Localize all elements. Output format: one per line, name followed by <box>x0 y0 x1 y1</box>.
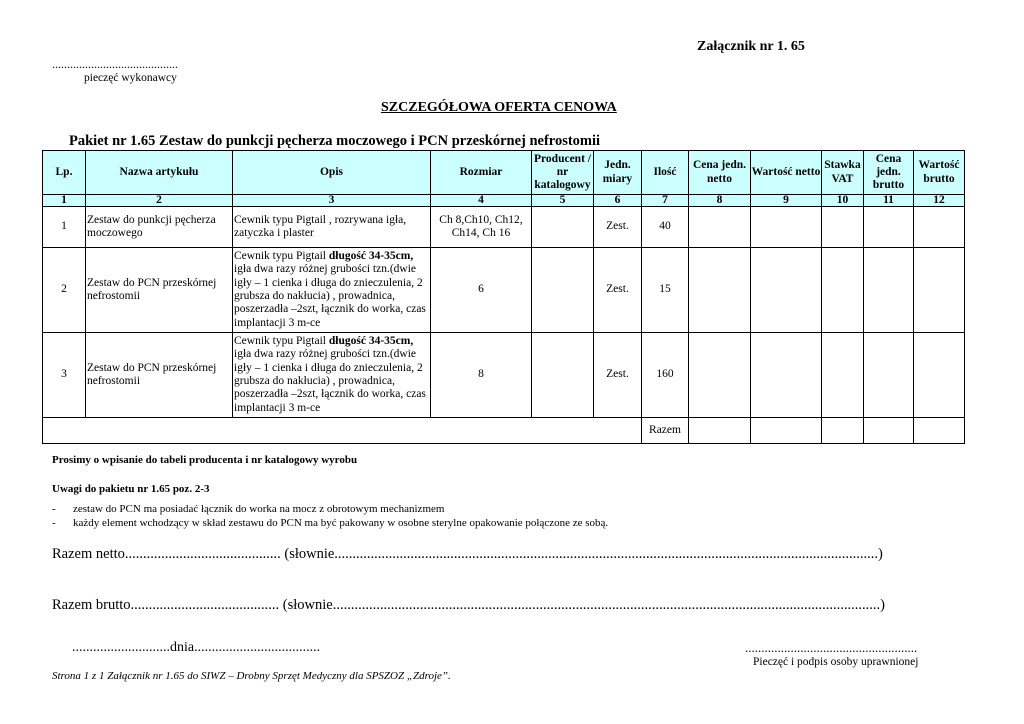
row-unit-gross-price-cell[interactable] <box>864 207 914 248</box>
row-description <box>233 248 431 333</box>
column-number-row <box>43 195 965 207</box>
stamp-label: pieczęć wykonawcy <box>84 72 177 84</box>
row-name: Zestaw do PCN przeskórnej nefrostomii <box>86 248 233 333</box>
col-header-vat-rate: Stawka VAT <box>822 151 864 195</box>
remark-item <box>52 517 608 529</box>
document-title: SZCZEGÓŁOWA OFERTA CENOWA <box>381 100 617 115</box>
sum-unit-net-cell[interactable] <box>689 418 751 444</box>
col-header-producer: Producent / nr katalogowy <box>532 151 594 195</box>
column-number: 9 <box>751 195 822 207</box>
row-unit: Zest. <box>594 333 642 418</box>
row-description <box>233 207 431 248</box>
column-number: 6 <box>594 195 642 207</box>
column-number: 2 <box>86 195 233 207</box>
table-row <box>43 248 965 333</box>
date-line: ............................dnia.................................... <box>72 640 321 655</box>
row-unit-net-price-cell[interactable] <box>689 207 751 248</box>
row-producer-cell[interactable] <box>532 207 594 248</box>
sum-vat-cell[interactable] <box>822 418 864 444</box>
description-prefix: Cewnik typu Pigtail <box>234 250 329 263</box>
col-header-description: Opis <box>233 151 431 195</box>
table-row <box>43 333 965 418</box>
description-length: długość 34-35cm, <box>328 250 414 263</box>
table-row <box>43 207 965 248</box>
column-number: 5 <box>532 195 594 207</box>
col-header-net-value: Wartość netto <box>751 151 822 195</box>
package-title: Pakiet nr 1.65 Zestaw do punkcji pęcherza moczowego i PCN przeskórnej nefrostomii <box>69 133 601 149</box>
row-name: Zestaw do PCN przeskórnej nefrostomii <box>86 333 233 418</box>
col-header-quantity: Ilość <box>642 151 689 195</box>
total-gross-line: Razem brutto......................................... (słownie.......................................................................................................................................................) <box>52 597 885 613</box>
col-header-name: Nazwa artykułu <box>86 151 233 195</box>
sum-net-value-cell[interactable] <box>751 418 822 444</box>
signature-dots: ..................................................... <box>745 640 918 655</box>
bullet-dash: - <box>52 517 56 529</box>
col-header-gross-value: Wartość brutto <box>914 151 965 195</box>
description-details: igła dwa razy różnej grubości tzn.(dwie igły – 1 cienka i długa do znieczulenia, 2 grubsza do nakłucia) , prowadnica, poszerzadła –2szt, łącznik do worka, czas implantacji 3 m-ce <box>234 348 426 414</box>
row-description <box>233 333 431 418</box>
column-number: 7 <box>642 195 689 207</box>
row-quantity: 15 <box>642 248 689 333</box>
remark-item <box>52 503 444 515</box>
column-number: 4 <box>431 195 532 207</box>
column-number: 3 <box>233 195 431 207</box>
row-size: 8 <box>431 333 532 418</box>
sum-row-spacer <box>43 418 642 444</box>
column-number: 8 <box>689 195 751 207</box>
remark-text: zestaw do PCN ma posiadać łącznik do worka na mocz z obrotowym mechanizmem <box>73 503 445 515</box>
sum-gross-value-cell[interactable] <box>914 418 965 444</box>
col-header-unit-net-price: Cena jedn. netto <box>689 151 751 195</box>
description-text: Cewnik typu Pigtail , rozrywana igła, zatyczka i plaster <box>234 213 407 239</box>
table-header-row <box>43 151 965 195</box>
row-lp: 1 <box>43 207 86 248</box>
page-footer: Strona 1 z 1 Załącznik nr 1.65 do SIWZ – Drobny Sprzęt Medyczny dla SPSZOZ „Zdroje”. <box>52 670 451 682</box>
remark-text: każdy element wchodzący w skład zestawu do PCN ma być pakowany w osobne sterylne opakowanie połączone ze sobą. <box>73 517 609 529</box>
row-unit-gross-price-cell[interactable] <box>864 248 914 333</box>
offer-table <box>42 150 965 444</box>
row-vat-rate-cell[interactable] <box>822 248 864 333</box>
row-unit-net-price-cell[interactable] <box>689 333 751 418</box>
row-producer-cell[interactable] <box>532 333 594 418</box>
row-unit-net-price-cell[interactable] <box>689 248 751 333</box>
row-unit-gross-price-cell[interactable] <box>864 333 914 418</box>
row-net-value-cell[interactable] <box>751 333 822 418</box>
row-vat-rate-cell[interactable] <box>822 207 864 248</box>
row-vat-rate-cell[interactable] <box>822 333 864 418</box>
producer-request-note: Prosimy o wpisanie do tabeli producenta i nr katalogowy wyrobu <box>52 454 358 466</box>
col-header-size: Rozmiar <box>431 151 532 195</box>
row-unit: Zest. <box>594 248 642 333</box>
row-size: Ch 8,Ch10, Ch12, Ch14, Ch 16 <box>431 207 532 248</box>
column-number: 11 <box>864 195 914 207</box>
row-unit: Zest. <box>594 207 642 248</box>
bullet-dash: - <box>52 503 56 515</box>
row-size: 6 <box>431 248 532 333</box>
sum-row <box>43 418 965 444</box>
sum-unit-gross-cell[interactable] <box>864 418 914 444</box>
row-quantity: 40 <box>642 207 689 248</box>
row-lp: 2 <box>43 248 86 333</box>
col-header-lp: Lp. <box>43 151 86 195</box>
row-net-value-cell[interactable] <box>751 207 822 248</box>
row-gross-value-cell[interactable] <box>914 333 965 418</box>
description-details: igła dwa razy różnej grubości tzn.(dwie igły – 1 cienka i długa do znieczulenia, 2 grubsza do nakłucia) , prowadnica, poszerzadła –2szt, łącznik do worka, czas implantacji 3 m-ce <box>234 263 426 329</box>
row-gross-value-cell[interactable] <box>914 207 965 248</box>
col-header-unit: Jedn. miary <box>594 151 642 195</box>
total-net-line: Razem netto........................................... (słownie......................................................................................................................................................) <box>52 546 883 562</box>
col-header-unit-gross-price: Cena jedn. brutto <box>864 151 914 195</box>
description-prefix: Cewnik typu Pigtail <box>234 335 329 348</box>
row-lp: 3 <box>43 333 86 418</box>
row-quantity: 160 <box>642 333 689 418</box>
description-length: długość 34-35cm, <box>328 335 414 348</box>
row-net-value-cell[interactable] <box>751 248 822 333</box>
signature-label: Pieczęć i podpis osoby uprawnionej <box>753 656 919 668</box>
column-number: 1 <box>43 195 86 207</box>
annex-number: Załącznik nr 1. 65 <box>697 39 805 54</box>
row-producer-cell[interactable] <box>532 248 594 333</box>
row-gross-value-cell[interactable] <box>914 248 965 333</box>
column-number: 10 <box>822 195 864 207</box>
sum-label: Razem <box>642 418 689 444</box>
column-number: 12 <box>914 195 965 207</box>
remarks-title: Uwagi do pakietu nr 1.65 poz. 2-3 <box>52 483 210 495</box>
stamp-dots: .......................................... <box>52 57 178 71</box>
row-name: Zestaw do punkcji pęcherza moczowego <box>86 207 233 248</box>
